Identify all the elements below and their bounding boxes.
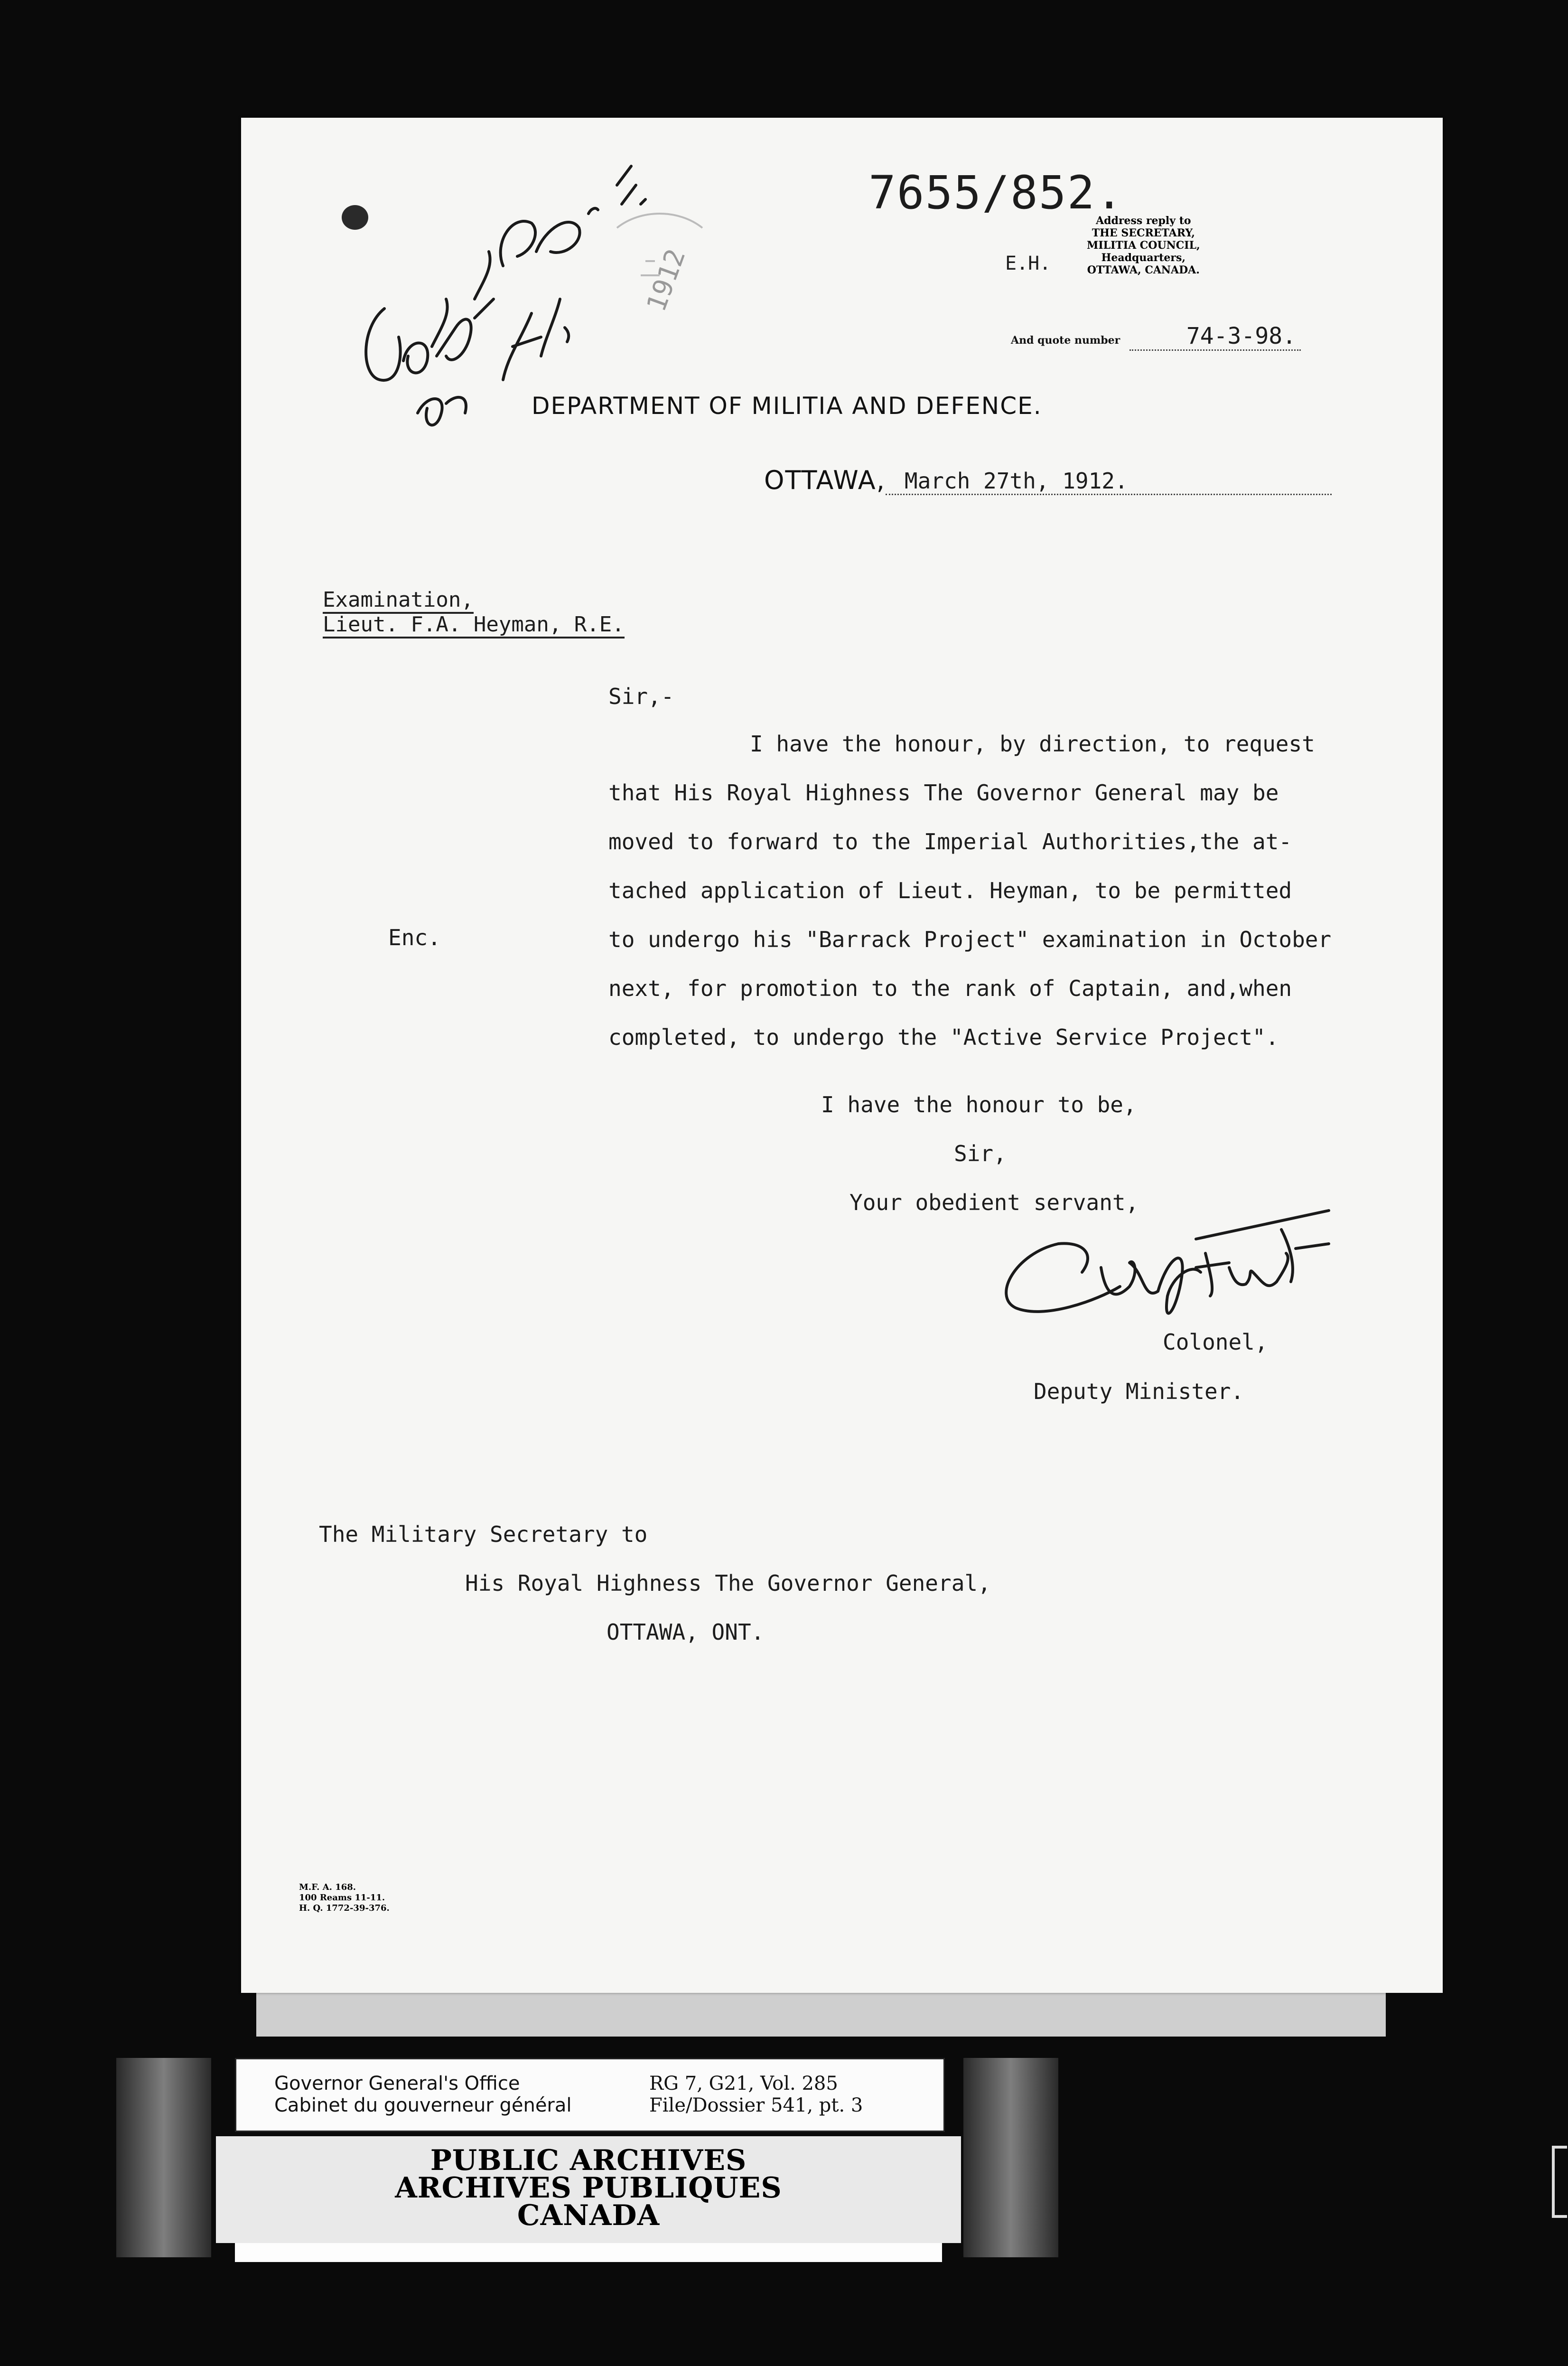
address-line: OTTAWA, CANADA.: [1087, 264, 1200, 276]
label-bottom-strip: [235, 2243, 942, 2262]
archives-country: CANADA: [517, 2199, 660, 2232]
address-line: THE SECRETARY,: [1092, 227, 1195, 239]
file-number: 7655/852.: [868, 166, 1124, 219]
subject-line-2: Lieut. F.A. Heyman, R.E.: [323, 612, 625, 638]
signature: [987, 1201, 1348, 1343]
closing-line: Your obedient servant,: [849, 1190, 1139, 1215]
archives-title-en: PUBLIC ARCHIVES: [430, 2144, 747, 2177]
archive-ref-volume: RG 7, G21, Vol. 285: [649, 2073, 838, 2094]
body-line: to undergo his "Barrack Project" examination in October: [608, 927, 1332, 952]
salutation: Sir,-: [608, 684, 674, 709]
typist-initials: E.H.: [1005, 253, 1051, 274]
office-name-en: Governor General's Office: [274, 2073, 520, 2094]
recipient-line: His Royal Highness The Governor General,: [465, 1570, 991, 1596]
archive-ref-file: File/Dossier 541, pt. 3: [649, 2094, 863, 2116]
address-line: Address reply to: [1096, 215, 1191, 227]
quote-number-label: And quote number: [1011, 334, 1120, 347]
signer-rank: Colonel,: [1163, 1329, 1268, 1355]
body-line: next, for promotion to the rank of Captain, and,when: [608, 976, 1292, 1001]
recipient-line: The Military Secretary to: [319, 1521, 648, 1547]
form-print-code: [299, 1882, 390, 1914]
city-label: OTTAWA,: [764, 465, 886, 495]
signer-title: Deputy Minister.: [1034, 1379, 1244, 1404]
body-line: moved to forward to the Imperial Authorities,the at-: [608, 829, 1292, 854]
subject-block: [323, 588, 625, 637]
label-edge-left: [116, 2058, 211, 2257]
address-line: Headquarters,: [1101, 252, 1186, 264]
closing-line: Sir,: [954, 1141, 1007, 1166]
body-line: tached application of Lieut. Heyman, to be permitted: [608, 878, 1292, 903]
address-reply-block: [1087, 215, 1200, 276]
recipient-line: OTTAWA, ONT.: [607, 1619, 765, 1645]
quote-number-row: [1011, 323, 1301, 349]
body-line: completed, to undergo the "Active Service Project".: [608, 1024, 1279, 1050]
film-edge-mark: [1552, 2146, 1567, 2218]
print-code-line: 100 Reams 11-11.: [299, 1893, 385, 1903]
print-code-line: H. Q. 1772-39-376.: [299, 1903, 390, 1913]
public-archives-label: [216, 2136, 961, 2243]
print-code-line: M.F. A. 168.: [299, 1882, 356, 1892]
quote-number-value: 74-3-98.: [1129, 323, 1301, 351]
place-date-row: [764, 465, 1332, 495]
enclosure-note: Enc.: [388, 925, 441, 950]
address-line: MILITIA COUNCIL,: [1087, 239, 1200, 252]
office-name-fr: Cabinet du gouverneur général: [274, 2094, 572, 2116]
archives-title-fr: ARCHIVES PUBLIQUES: [395, 2171, 782, 2205]
closing-line: I have the honour to be,: [821, 1092, 1137, 1117]
body-line: that His Royal Highness The Governor General may be: [608, 780, 1279, 806]
letter-date: March 27th, 1912.: [886, 468, 1332, 495]
body-line: I have the honour, by direction, to request: [750, 731, 1315, 757]
subject-line-1: Examination,: [323, 588, 474, 614]
label-edge-right: [963, 2058, 1058, 2257]
department-heading: DEPARTMENT OF MILITIA AND DEFENCE.: [532, 392, 1042, 420]
received-stamp: [598, 199, 721, 342]
archive-reference-label: [235, 2058, 945, 2132]
svg-text:1912: 1912: [641, 245, 692, 316]
